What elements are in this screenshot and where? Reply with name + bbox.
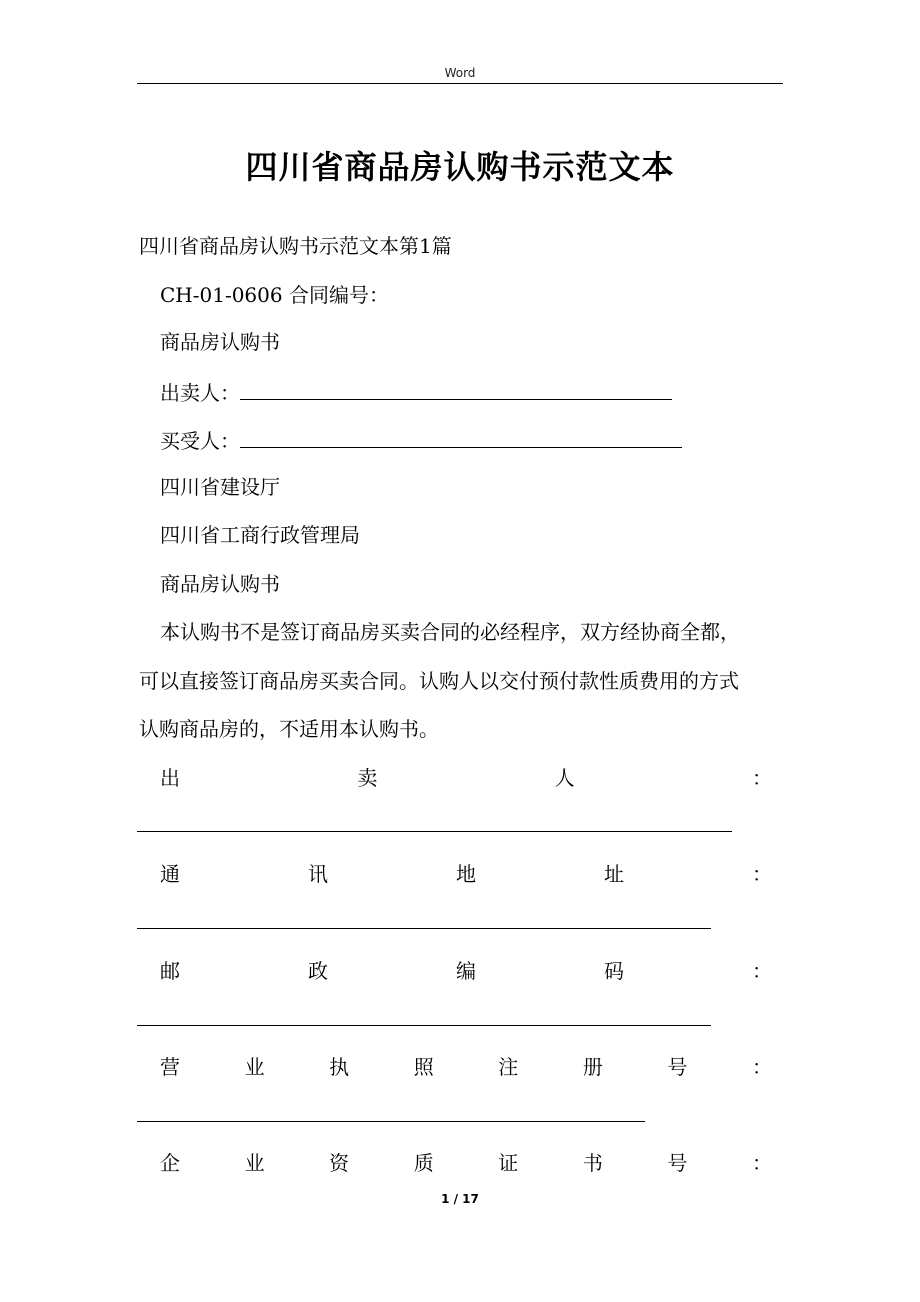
field-seller-blank (137, 831, 732, 832)
paragraph-line-2: 可以直接签订商品房买卖合同。认购人以交付预付款性质费用的方式 (139, 669, 739, 693)
field-char: 资 (329, 1151, 350, 1175)
field-char: ： (751, 766, 772, 790)
field-postcode-blank (137, 1025, 711, 1026)
field-seller-label (160, 764, 772, 792)
field-char: 卖 (357, 766, 378, 790)
buyer-label: 买受人： (160, 429, 240, 453)
field-char: 照 (413, 1055, 434, 1079)
field-char: 质 (413, 1151, 434, 1175)
document-subtitle: 四川省商品房认购书示范文本第1篇 (139, 234, 452, 258)
field-license-blank (137, 1121, 645, 1122)
field-char: 通 (160, 862, 180, 886)
field-char: 书 (582, 1151, 603, 1175)
field-char: 企 (160, 1151, 180, 1175)
header-rule (137, 83, 783, 84)
document-title: 四川省商品房认购书示范文本 (245, 148, 675, 186)
field-char: 业 (244, 1151, 265, 1175)
header-app-label: Word (444, 66, 476, 80)
field-postcode-label (160, 957, 772, 985)
field-char: 政 (308, 959, 328, 983)
field-char: ： (752, 862, 772, 886)
contract-number: CH-01-0606 合同编号： (160, 283, 389, 307)
paragraph-line-1: 本认购书不是签订商品房买卖合同的必经程序，双方经协商全都， (160, 620, 740, 644)
field-char: 人 (554, 766, 575, 790)
field-char: 号 (667, 1055, 688, 1079)
seller-label: 出卖人： (160, 381, 240, 405)
page-indicator: 1 / 17 (441, 1192, 479, 1206)
field-char: 营 (160, 1055, 180, 1079)
field-char: ： (751, 1055, 772, 1079)
field-license-label (160, 1053, 772, 1081)
field-char: 业 (244, 1055, 265, 1079)
paragraph-line-3: 认购商品房的，不适用本认购书。 (139, 717, 439, 741)
field-char: 址 (604, 862, 624, 886)
field-char: 证 (498, 1151, 519, 1175)
field-char: 号 (667, 1151, 688, 1175)
field-char: 码 (604, 959, 624, 983)
field-char: 注 (498, 1055, 519, 1079)
authority-2: 四川省工商行政管理局 (160, 523, 360, 547)
field-address-blank (137, 928, 711, 929)
field-char: 讯 (308, 862, 328, 886)
field-char: 邮 (160, 959, 180, 983)
field-char: 册 (582, 1055, 603, 1079)
buyer-line (160, 425, 682, 455)
field-certificate-label (160, 1149, 772, 1177)
authority-1: 四川省建设厅 (160, 475, 280, 499)
field-address-label (160, 860, 772, 888)
field-char: ： (752, 959, 772, 983)
heading-2: 商品房认购书 (160, 572, 280, 596)
field-char: 执 (329, 1055, 350, 1079)
field-char: 地 (456, 862, 476, 886)
heading-1: 商品房认购书 (160, 330, 280, 354)
seller-line (160, 377, 672, 407)
buyer-blank (240, 425, 682, 448)
seller-blank (240, 377, 672, 400)
field-char: ： (751, 1151, 772, 1175)
field-char: 编 (456, 959, 476, 983)
field-char: 出 (160, 766, 180, 790)
